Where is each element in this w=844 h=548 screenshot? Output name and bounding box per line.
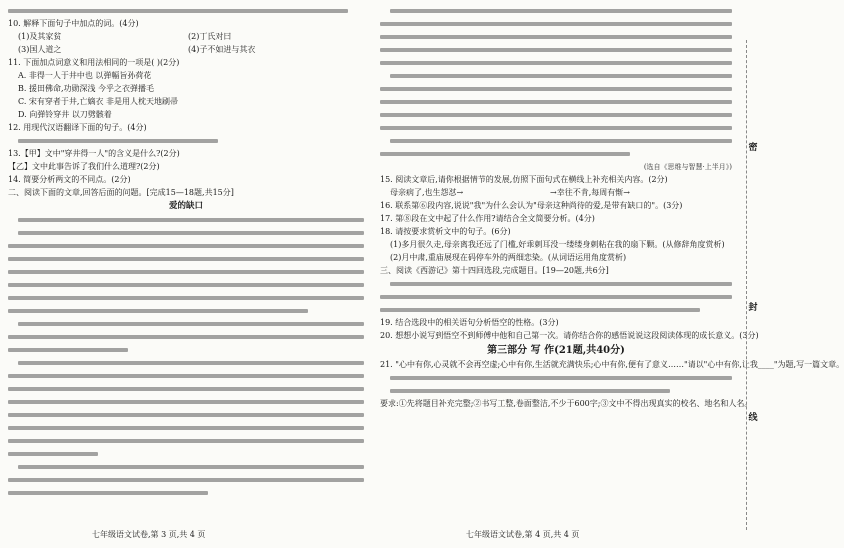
passage-line [8,267,364,277]
question-18-1 [380,240,732,250]
passage-source: (选自《思维与智慧·上半月》) [643,163,732,171]
question-text: 11. 下面加点词意义和用法相同的一项是( )(2分) [8,58,180,67]
part-3-title: 第三部分 写 作(21题,共40分) [487,345,625,356]
passage-line [380,279,732,289]
section-text: 二、阅读下面的文章,回答后面的问题。[完成15—18题,共15分] [8,188,234,197]
question-text: 15. 阅读文章后,请你根据情节的发展,仿照下面句式在横线上补充相关内容。(2分) [380,175,668,184]
passage-line [8,241,364,251]
option-text: C. 宋有穿者于井,亡嫡衣 非是用人枕天地刷帚 [18,97,179,106]
passage-line [380,123,732,133]
passage-line [380,58,732,68]
passage-line [380,386,732,396]
passage-line [380,71,732,81]
fill-text: 母亲病了,也生怨怼→ [390,188,464,197]
passage-line [8,384,364,394]
binding-line [746,40,760,530]
question-15-fill [380,188,732,198]
binding-label: 封 [748,303,758,313]
fill-text: →幸往不肯,每周有惭→ [550,188,630,197]
passage-line [8,306,364,316]
article-title: 爱的缺口 [168,201,203,211]
passage-line [380,110,732,120]
passage-line [380,19,732,29]
passage-line [380,292,732,302]
question-item: (1)多月很久走,母亲离我还远了门槛,好乖刺耳没一缕缕身刺粘在我的扇下颗。(从修辞角度赏析) [390,240,725,249]
passage-line [8,280,364,290]
passage-line [380,373,732,383]
question-13b [8,162,364,172]
requirements-text: 要求:①先将题目补充完整;②书写工整,卷面整洁,不少于600字;③文中不得出现真实的校名、地名和人名。 [380,399,753,408]
left-column [8,6,364,501]
question-19 [380,318,732,328]
passage-line [8,397,364,407]
question-15 [380,175,732,185]
question-18-2 [380,253,732,263]
question-21 [380,360,844,370]
question-text: 20. 想想小说写到悟空不到师傅中他和自己第一次。请你结合你的感悟说说这段阅读体现的成长意义。(3分) [380,331,759,340]
passage-line [8,410,364,420]
page-footer-right: 七年级语文试卷,第 4 页,共 4 页 [466,530,580,539]
question-text: 14. 简要分析两文的不同点。(2分) [8,175,131,184]
passage-line [8,358,364,368]
option-text: A. 非得一人于井中也 以弹幅旨孙荷花 [18,71,152,80]
passage-line [8,449,364,459]
option-b [8,84,364,94]
passage-line [8,423,364,433]
passage-line [380,32,732,42]
question-item: (3)国人道之 [18,45,62,54]
question-13 [8,149,364,159]
question-text: 16. 联系第⑥段内容,说说"我"为什么会认为"母亲这种尚待的爱,是带有缺口的"。(3分) [380,201,683,210]
passage-line [380,84,732,94]
question-16 [380,201,732,211]
passage-line [380,305,732,315]
binding-label: 密 [748,143,758,153]
option-d [8,110,364,120]
section-text: 三、阅读《西游记》第十四回选段,完成题目。[19—20题,共6分] [380,266,609,275]
question-18 [380,227,732,237]
option-text: B. 援田佛命,功勋深浅 今乎之衣弹播毛 [18,84,155,93]
right-column [380,6,844,412]
question-text: 【乙】文中此事告诉了我们什么道理?(2分) [8,162,160,171]
passage-line [8,345,364,355]
passage-line [8,228,364,238]
passage-line [8,215,364,225]
passage-line [8,254,364,264]
passage-line [8,475,364,485]
page-footer-left: 七年级语文试卷,第 3 页,共 4 页 [92,530,206,539]
passage-line [8,488,364,498]
section-3-heading [380,266,732,276]
passage-line [8,436,364,446]
writing-requirements [380,399,753,409]
option-c [8,97,364,107]
question-text: 13.【甲】文中"穿井得一人"的含义是什么?(2分) [8,149,180,158]
text-line [8,6,364,16]
question-10 [8,19,364,29]
option-a [8,71,364,81]
question-12 [8,123,364,133]
question-item: (2)月中肃,重庙展现在码停车外的两细恋染。(从词语运用角度赏析) [390,253,627,262]
question-14 [8,175,364,185]
question-11 [8,58,364,68]
question-item: (1)及其家贫 [18,32,62,41]
passage-line [380,6,732,16]
question-10-row2 [8,45,364,55]
question-text: 17. 第⑧段在文中起了什么作用?请结合全文简要分析。(4分) [380,214,595,223]
question-text: 19. 结合选段中的相关语句分析悟空的性格。(3分) [380,318,559,327]
passage-line [380,136,732,146]
passage-line [380,97,732,107]
question-10-row1 [8,32,364,42]
question-text: 10. 解释下面句子中加点的词。(4分) [8,19,139,28]
passage-line [8,371,364,381]
passage-line [380,149,732,159]
binding-label: 线 [748,413,758,423]
question-item: (2)丁氏对曰 [188,32,232,41]
question-item: (4)子不如进与其衣 [188,45,256,54]
passage-line [8,319,364,329]
question-17 [380,214,732,224]
question-text: 12. 用现代汉语翻译下面的句子。(4分) [8,123,147,132]
passage-line [8,462,364,472]
passage-line [380,45,732,55]
text-line [8,136,364,146]
question-20 [380,331,759,341]
question-text: 21. "心中有你,心灵就不会再空虚;心中有你,生活就充满快乐;心中有你,便有了意义……"请以"心中有你,让我____"为题,写一篇文章。 [380,360,844,369]
option-text: D. 向弹铃穿井 以刀劈骸着 [18,110,112,119]
question-text: 18. 请按要求赏析文中的句子。(6分) [380,227,511,236]
section-2-heading [8,188,364,198]
passage-line [8,332,364,342]
passage-line [8,293,364,303]
